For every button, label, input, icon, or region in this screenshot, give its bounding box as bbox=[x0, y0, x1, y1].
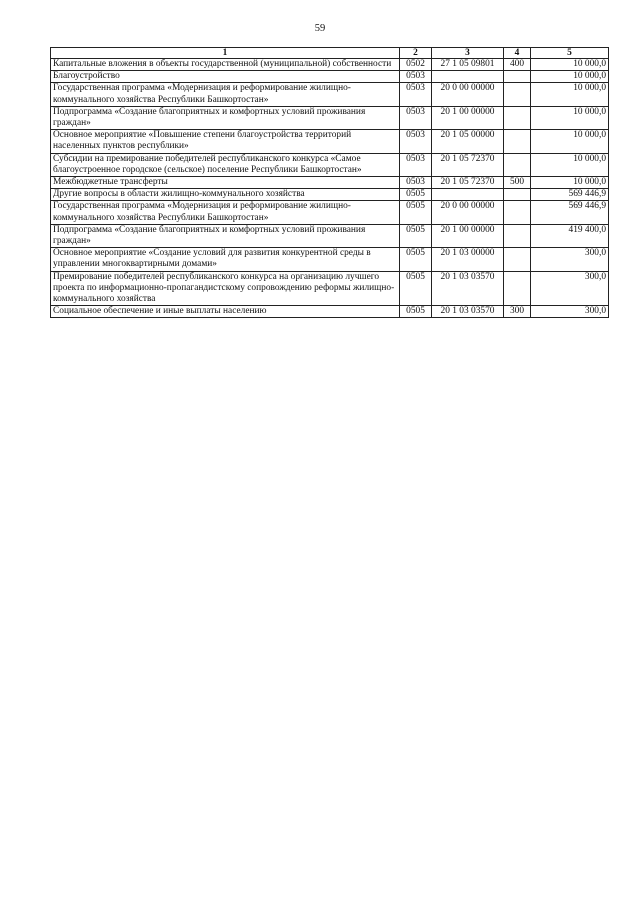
row-target-code: 20 0 00 00000 bbox=[432, 83, 504, 106]
row-amount: 300,0 bbox=[531, 271, 609, 306]
row-section-code: 0505 bbox=[400, 201, 432, 224]
row-section-code: 0503 bbox=[400, 71, 432, 83]
row-name: Подпрограмма «Создание благоприятных и комфортных условий проживания граждан» bbox=[51, 224, 400, 247]
row-expense-type bbox=[504, 189, 531, 201]
table-row bbox=[51, 130, 609, 153]
row-target-code bbox=[432, 189, 504, 201]
row-name: Благоустройство bbox=[51, 71, 400, 83]
row-amount: 10 000,0 bbox=[531, 106, 609, 129]
row-target-code: 20 1 00 00000 bbox=[432, 106, 504, 129]
header-col-5: 5 bbox=[531, 48, 609, 59]
table-row bbox=[51, 59, 609, 71]
row-section-code: 0503 bbox=[400, 106, 432, 129]
row-expense-type bbox=[504, 271, 531, 306]
table-row bbox=[51, 153, 609, 176]
row-name: Межбюджетные трансферты bbox=[51, 177, 400, 189]
header-col-1: 1 bbox=[51, 48, 400, 59]
row-expense-type bbox=[504, 130, 531, 153]
row-amount: 419 400,0 bbox=[531, 224, 609, 247]
row-target-code: 20 1 05 00000 bbox=[432, 130, 504, 153]
row-section-code: 0503 bbox=[400, 130, 432, 153]
row-expense-type: 500 bbox=[504, 177, 531, 189]
row-name: Государственная программа «Модернизация и реформирование жилищно-коммунального хозяйства Республики Башкортостан» bbox=[51, 201, 400, 224]
row-amount: 10 000,0 bbox=[531, 83, 609, 106]
table-row bbox=[51, 306, 609, 318]
row-expense-type: 300 bbox=[504, 306, 531, 318]
row-section-code: 0505 bbox=[400, 189, 432, 201]
row-amount: 300,0 bbox=[531, 248, 609, 271]
row-name: Субсидии на премирование победителей республиканского конкурса «Самое благоустроенное городское (сельское) поселение Республики Башкортостан» bbox=[51, 153, 400, 176]
row-target-code: 20 1 03 03570 bbox=[432, 306, 504, 318]
table-body bbox=[51, 59, 609, 318]
header-col-3: 3 bbox=[432, 48, 504, 59]
row-expense-type bbox=[504, 153, 531, 176]
table-row bbox=[51, 224, 609, 247]
row-name: Другие вопросы в области жилищно-коммунального хозяйства bbox=[51, 189, 400, 201]
row-target-code bbox=[432, 71, 504, 83]
row-amount: 10 000,0 bbox=[531, 59, 609, 71]
row-name: Премирование победителей республиканского конкурса на организацию лучшего проекта по информационно-пропагандистскому сопровождению реформы жилищно-коммунального хозяйства bbox=[51, 271, 400, 306]
table-row bbox=[51, 106, 609, 129]
row-expense-type bbox=[504, 224, 531, 247]
row-section-code: 0503 bbox=[400, 177, 432, 189]
row-section-code: 0503 bbox=[400, 83, 432, 106]
row-target-code: 27 1 05 09801 bbox=[432, 59, 504, 71]
row-amount: 569 446,9 bbox=[531, 189, 609, 201]
row-name: Основное мероприятие «Создание условий для развития конкурентной среды в управлении многоквартирными домами» bbox=[51, 248, 400, 271]
row-expense-type bbox=[504, 201, 531, 224]
row-name: Подпрограмма «Создание благоприятных и комфортных условий проживания граждан» bbox=[51, 106, 400, 129]
row-amount: 10 000,0 bbox=[531, 71, 609, 83]
row-name: Капитальные вложения в объекты государственной (муниципальной) собственности bbox=[51, 59, 400, 71]
row-target-code: 20 1 03 03570 bbox=[432, 271, 504, 306]
row-target-code: 20 1 03 00000 bbox=[432, 248, 504, 271]
row-section-code: 0505 bbox=[400, 271, 432, 306]
table-row bbox=[51, 83, 609, 106]
header-row bbox=[51, 48, 609, 59]
budget-table bbox=[50, 47, 609, 318]
row-expense-type bbox=[504, 71, 531, 83]
row-section-code: 0505 bbox=[400, 248, 432, 271]
table-row bbox=[51, 271, 609, 306]
row-target-code: 20 1 00 00000 bbox=[432, 224, 504, 247]
row-amount: 10 000,0 bbox=[531, 177, 609, 189]
row-target-code: 20 0 00 00000 bbox=[432, 201, 504, 224]
row-name: Социальное обеспечение и иные выплаты населению bbox=[51, 306, 400, 318]
header-col-2: 2 bbox=[400, 48, 432, 59]
table-row bbox=[51, 248, 609, 271]
row-expense-type bbox=[504, 106, 531, 129]
row-section-code: 0505 bbox=[400, 224, 432, 247]
row-name: Государственная программа «Модернизация и реформирование жилищно-коммунального хозяйства Республики Башкортостан» bbox=[51, 83, 400, 106]
page-number: 59 bbox=[314, 23, 326, 34]
table-row bbox=[51, 189, 609, 201]
table-header bbox=[51, 48, 609, 59]
row-expense-type bbox=[504, 83, 531, 106]
row-section-code: 0503 bbox=[400, 153, 432, 176]
row-target-code: 20 1 05 72370 bbox=[432, 177, 504, 189]
table-row bbox=[51, 201, 609, 224]
table-row bbox=[51, 71, 609, 83]
header-col-4: 4 bbox=[504, 48, 531, 59]
row-amount: 300,0 bbox=[531, 306, 609, 318]
row-expense-type: 400 bbox=[504, 59, 531, 71]
row-section-code: 0502 bbox=[400, 59, 432, 71]
row-section-code: 0505 bbox=[400, 306, 432, 318]
row-amount: 569 446,9 bbox=[531, 201, 609, 224]
table-row bbox=[51, 177, 609, 189]
row-target-code: 20 1 05 72370 bbox=[432, 153, 504, 176]
row-expense-type bbox=[504, 248, 531, 271]
row-name: Основное мероприятие «Повышение степени благоустройства территорий населенных пунктов республики» bbox=[51, 130, 400, 153]
row-amount: 10 000,0 bbox=[531, 130, 609, 153]
row-amount: 10 000,0 bbox=[531, 153, 609, 176]
